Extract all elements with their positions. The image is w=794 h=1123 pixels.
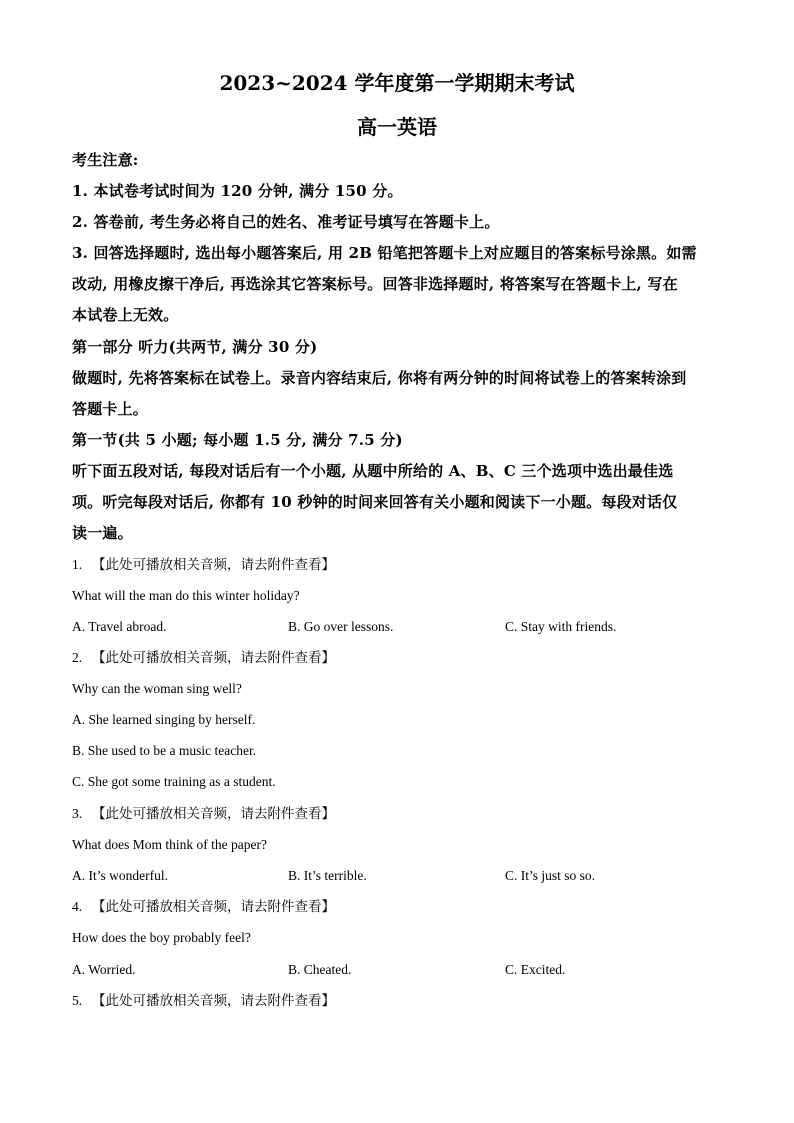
question-1-audio[interactable] xyxy=(72,556,335,574)
question-2-text: Why can the woman sing well? xyxy=(72,681,242,696)
exam-subtitle: 高一英语 xyxy=(357,115,437,139)
notice-item-1: 1. 本试卷考试时间为 120 分钟, 满分 150 分。 xyxy=(72,182,403,200)
question-3-option-a: A. It’s wonderful. xyxy=(72,868,168,883)
question-4-text: How does the boy probably feel? xyxy=(72,930,251,945)
question-3-option-b: B. It’s terrible. xyxy=(288,868,367,883)
section1-instruction-line-2: 项。听完每段对话后, 你都有 10 秒钟的时间来回答有关小题和阅读下一小题。每段对话仅 xyxy=(72,493,678,511)
question-4-audio[interactable] xyxy=(72,898,335,916)
notice-item-3-line-3: 本试卷上无效。 xyxy=(72,306,179,324)
question-2-option-c: C. She got some training as a student. xyxy=(72,774,276,789)
part1-instruction-line-1: 做题时, 先将答案标在试卷上。录音内容结束后, 你将有两分钟的时间将试卷上的答案转涂到 xyxy=(72,369,687,387)
question-2-option-b: B. She used to be a music teacher. xyxy=(72,743,257,758)
question-number: 1. xyxy=(72,557,83,572)
part1-instruction-line-2: 答题卡上。 xyxy=(72,400,149,418)
question-3-option-c: C. It’s just so so. xyxy=(505,868,596,883)
section1-instruction-line-3: 读一遍。 xyxy=(72,524,133,542)
question-number: 3. xyxy=(72,806,83,821)
notice-item-2: 2. 答卷前, 考生务必将自己的姓名、准考证号填写在答题卡上。 xyxy=(72,213,500,231)
question-number: 4. xyxy=(72,899,83,914)
part1-heading: 第一部分 听力(共两节, 满分 30 分) xyxy=(72,338,318,356)
audio-placeholder: 【此处可播放相关音频，请去附件查看】 xyxy=(92,650,335,665)
question-1-option-a: A. Travel abroad. xyxy=(72,619,167,634)
question-5-audio[interactable] xyxy=(72,992,335,1010)
audio-placeholder: 【此处可播放相关音频，请去附件查看】 xyxy=(92,557,335,572)
question-3-audio[interactable] xyxy=(72,805,335,823)
question-number: 5. xyxy=(72,993,83,1008)
question-1-text: What will the man do this winter holiday? xyxy=(72,588,300,603)
audio-placeholder: 【此处可播放相关音频，请去附件查看】 xyxy=(92,899,335,914)
question-1-option-b: B. Go over lessons. xyxy=(288,619,394,634)
question-number: 2. xyxy=(72,650,83,665)
question-2-audio[interactable] xyxy=(72,649,335,667)
question-4-option-c: C. Excited. xyxy=(505,962,566,977)
notice-item-3-line-2: 改动, 用橡皮擦干净后, 再选涂其它答案标号。回答非选择题时, 将答案写在答题卡上, 写在 xyxy=(72,275,678,293)
question-4-option-a: A. Worried. xyxy=(72,962,136,977)
question-1-option-c: C. Stay with friends. xyxy=(505,619,617,634)
question-4-option-b: B. Cheated. xyxy=(288,962,352,977)
question-2-option-a: A. She learned singing by herself. xyxy=(72,712,256,727)
section1-heading: 第一节(共 5 小题; 每小题 1.5 分, 满分 7.5 分) xyxy=(72,431,403,449)
notice-heading: 考生注意: xyxy=(72,151,139,169)
section1-instruction-line-1: 听下面五段对话, 每段对话后有一个小题, 从题中所给的 A、B、C 三个选项中选出最佳选 xyxy=(72,462,674,480)
exam-title: 2023~2024 学年度第一学期期末考试 xyxy=(219,71,575,95)
audio-placeholder: 【此处可播放相关音频，请去附件查看】 xyxy=(92,806,335,821)
audio-placeholder: 【此处可播放相关音频，请去附件查看】 xyxy=(92,993,335,1008)
question-3-text: What does Mom think of the paper? xyxy=(72,837,267,852)
notice-item-3-line-1: 3. 回答选择题时, 选出每小题答案后, 用 2B 铅笔把答题卡上对应题目的答案标号涂黑。如需 xyxy=(72,244,697,262)
